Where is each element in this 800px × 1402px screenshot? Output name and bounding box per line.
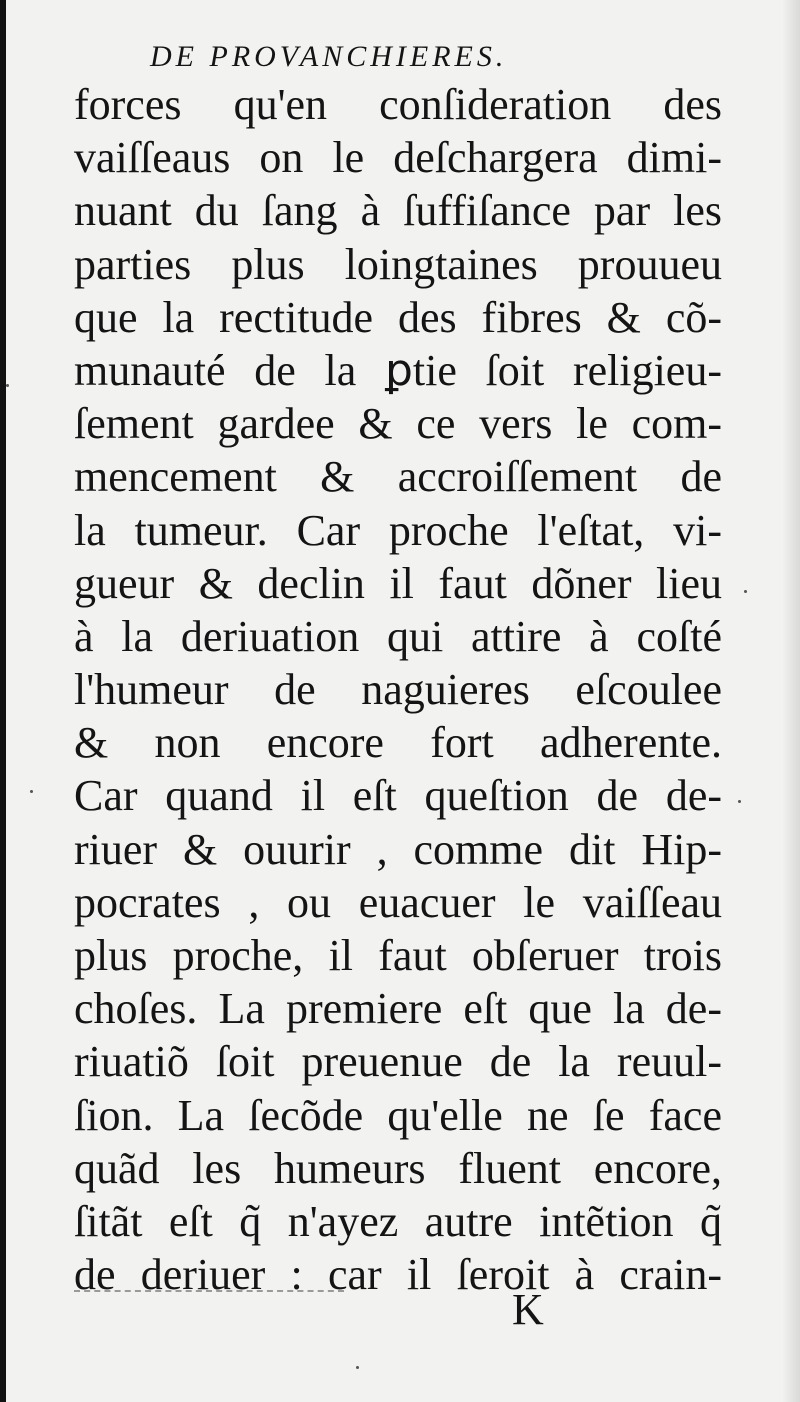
text-line: quãd les humeurs fluent encore,: [74, 1143, 722, 1193]
text-line: Car quand il eſt queſtion de de-: [74, 771, 722, 821]
text-line: vaiſſeaus on le deſchargera dimi-: [74, 133, 722, 183]
text-line: riuer & ouurir , comme dit Hip-: [74, 824, 722, 874]
signature-mark: K: [512, 1285, 544, 1334]
text-line: mencement & accroiſſement de: [74, 452, 722, 502]
running-head: DE PROVANCHIERES.: [150, 40, 508, 73]
text-line: munauté de la ꝑtie ſoit religieu-: [74, 345, 722, 395]
text-line: plus proche, il faut obſeruer trois: [74, 931, 722, 980]
text-line: la tumeur. Car proche l'eſtat, vi-: [74, 505, 722, 555]
text-line: gueur & declin il faut dõner lieu: [74, 558, 722, 608]
text-line: pocrates , ou euacuer le vaiſſeau: [74, 877, 722, 927]
text-line: ſitãt eſt q̃ n'ayez autre intẽtion q̃: [74, 1196, 722, 1246]
text-line: forces qu'en conſideration des: [74, 80, 722, 129]
paper-speck: [6, 384, 9, 387]
text-line: de deriuer : car il ſeroit à crain-: [74, 1250, 722, 1300]
text-line: à la deriuation qui attire à coſté: [74, 611, 722, 661]
text-line: riuatiõ ſoit preuenue de la reuul-: [74, 1037, 722, 1087]
paper-speck: [738, 800, 741, 803]
text-line: parties plus loingtaines prouueu: [74, 239, 722, 289]
text-line: choſes. La premiere eſt que la de-: [74, 984, 722, 1034]
text-line: nuant du ſang à ſuffiſance par les: [74, 186, 722, 236]
text-line: & non encore fort adherente.: [74, 718, 722, 768]
paper-speck: [744, 590, 747, 593]
bottom-rule: [74, 1290, 344, 1292]
text-line: ſion. La ſecõde qu'elle ne ſe face: [74, 1090, 722, 1140]
paper-speck: [30, 790, 33, 793]
text-line: que la rectitude des fibres & cõ-: [74, 292, 722, 342]
text-line: l'humeur de naguieres eſcoulee: [74, 665, 722, 715]
paper-speck: [356, 1366, 359, 1369]
body-text: [74, 78, 722, 1301]
text-line: ſement gardee & ce vers le com-: [74, 399, 722, 449]
